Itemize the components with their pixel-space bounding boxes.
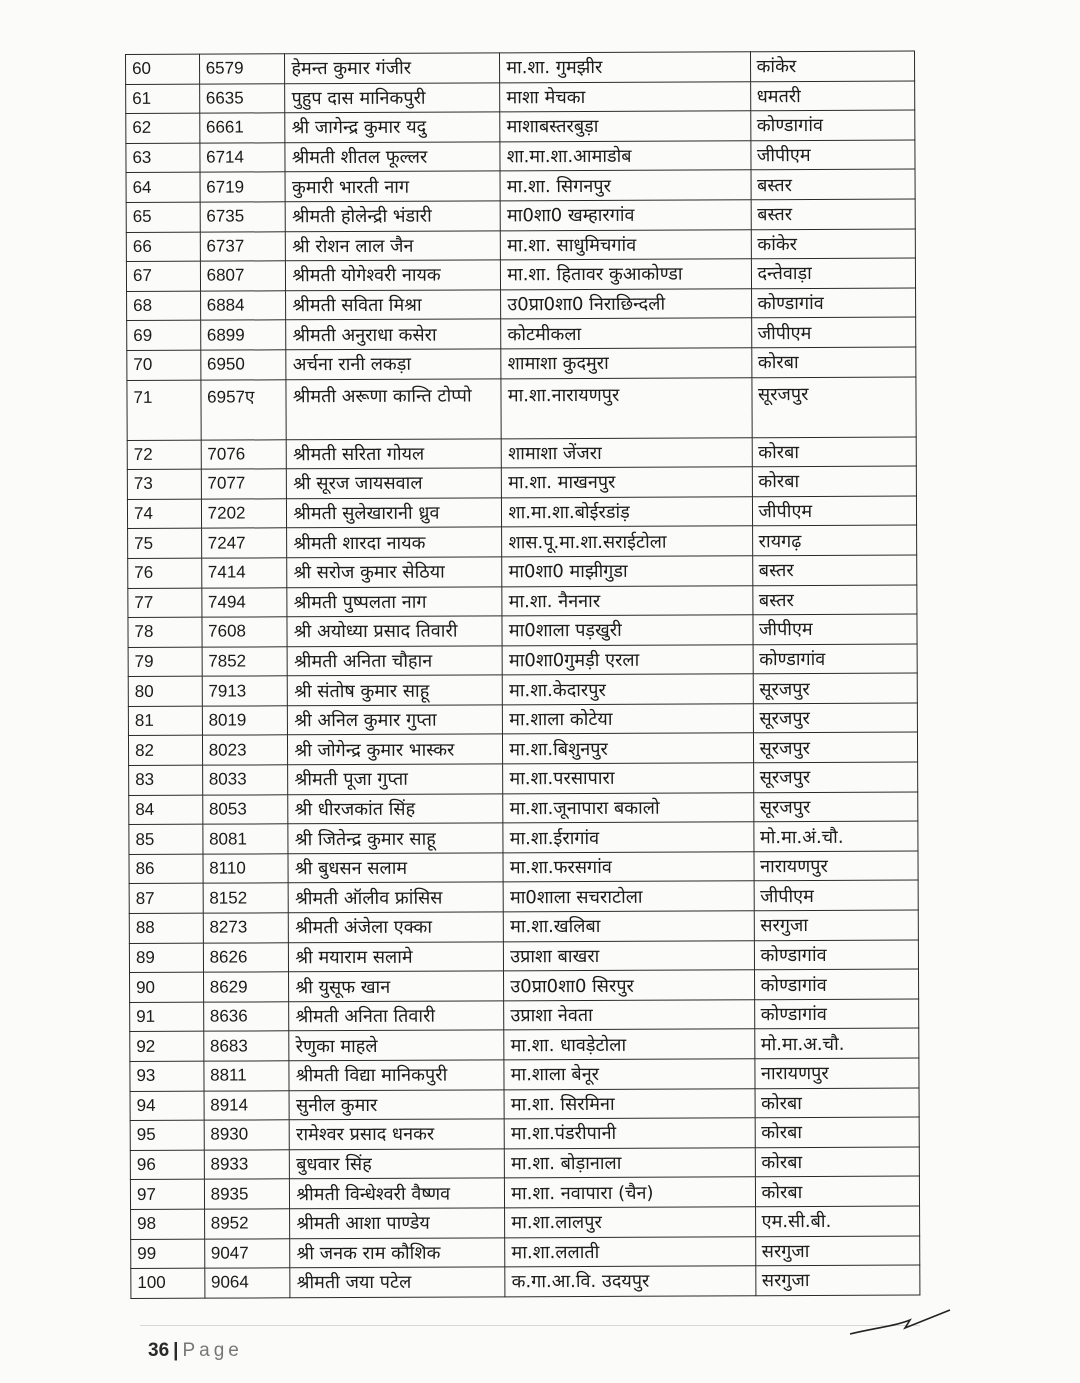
code-cell: 8952 [204, 1209, 290, 1239]
school-cell: मा.शा. गुमझीर [500, 52, 750, 83]
name-cell: श्रीमती सुलेखारानी ध्रुव [287, 498, 502, 529]
name-cell: श्रीमती योगेश्वरी नायक [286, 260, 501, 291]
table-row [130, 969, 919, 1002]
school-cell: शामाशा जेंजरा [501, 437, 751, 468]
code-cell: 8053 [202, 794, 288, 824]
school-cell: उप्राशा नेवता [504, 1000, 754, 1031]
district-cell: सूरजपुर [751, 377, 916, 438]
name-cell: श्री युसूफ खान [289, 971, 504, 1002]
name-cell: श्रीमती विद्या मानिकपुरी [289, 1060, 504, 1091]
serial-number-cell: 97 [130, 1180, 204, 1210]
school-cell: मा.शा. सिगनपुर [500, 170, 750, 201]
name-cell: श्री संतोष कुमार साहू [288, 675, 503, 706]
serial-number-cell: 62 [126, 113, 200, 143]
district-cell: कोण्डागांव [754, 969, 919, 999]
table-row [126, 199, 915, 232]
school-cell: मा.शाला कोटेया [503, 704, 753, 735]
district-cell: कोण्डागांव [750, 110, 915, 140]
name-cell: श्री अनिल कुमार गुप्ता [288, 705, 503, 736]
name-cell: श्रीमती अरूणा कान्ति टोप्पो [286, 378, 501, 439]
district-cell: धमतरी [750, 81, 915, 111]
name-cell: श्री अयोध्या प्रसाद तिवारी [287, 616, 502, 647]
name-cell: रामेश्वर प्रसाद धनकर [290, 1119, 505, 1150]
serial-number-cell: 66 [126, 232, 200, 262]
code-cell: 6899 [200, 320, 286, 350]
table-row [126, 110, 915, 143]
district-cell: सरगुजा [755, 1265, 920, 1295]
district-cell: बस्तर [752, 585, 917, 615]
school-cell: क.गा.आ.वि. उदयपुर [505, 1266, 755, 1297]
footer-separator: | [173, 1340, 179, 1361]
district-cell: दन्तेवाड़ा [751, 258, 916, 288]
school-cell: मा0शा0 माझीगुडा [502, 556, 752, 587]
code-cell: 6579 [199, 54, 285, 84]
serial-number-cell: 86 [129, 854, 203, 884]
district-cell: मो.मा.अ.चौ. [754, 1028, 919, 1058]
school-cell: उ0प्रा0शा0 सिरपुर [504, 970, 754, 1001]
table-body [126, 51, 920, 1298]
table-row [128, 644, 917, 677]
name-cell: श्रीमती अनिता तिवारी [289, 1001, 504, 1032]
name-cell: श्री धीरजकांत सिंह [288, 794, 503, 825]
serial-number-cell: 76 [128, 558, 202, 588]
name-cell: श्रीमती अनिता चौहान [287, 646, 502, 677]
code-cell: 7202 [201, 499, 287, 529]
name-cell: हेमन्त कुमार गंजीर [285, 53, 500, 84]
table-row [130, 1058, 919, 1091]
district-cell: बस्तर [752, 555, 917, 585]
district-cell: रायगढ़ [752, 525, 917, 555]
code-cell: 7852 [202, 646, 288, 676]
serial-number-cell: 95 [130, 1120, 204, 1150]
table-row [129, 792, 918, 825]
serial-number-cell: 100 [131, 1268, 205, 1298]
serial-number-cell: 73 [127, 469, 201, 499]
name-cell: श्रीमती विन्धेश्वरी वैष्णव [290, 1178, 505, 1209]
name-cell: श्रीमती पूजा गुप्ता [288, 764, 503, 795]
district-cell: कोरबा [755, 1176, 920, 1206]
name-cell: श्री बुधसन सलाम [288, 853, 503, 884]
table-row [127, 377, 916, 440]
district-cell: कोरबा [755, 1117, 920, 1147]
school-cell: मा.शा.बिशुनपुर [503, 733, 753, 764]
serial-number-cell: 63 [126, 143, 200, 173]
serial-number-cell: 80 [128, 676, 202, 706]
district-cell: कोण्डागांव [754, 940, 919, 970]
name-cell: श्रीमती जया पटेल [290, 1267, 505, 1298]
district-cell: कोरबा [755, 1147, 920, 1177]
code-cell: 7077 [201, 469, 287, 499]
table-row [128, 585, 917, 618]
table-row [126, 51, 915, 84]
table-row [130, 1176, 919, 1209]
school-cell: मा0शाला पड़खुरी [502, 615, 752, 646]
name-cell: श्रीमती शीतल फूल्लर [285, 142, 500, 173]
serial-number-cell: 89 [129, 943, 203, 973]
code-cell: 8081 [203, 824, 289, 854]
district-cell: एम.सी.बी. [755, 1206, 920, 1236]
name-cell: श्रीमती आशा पाण्डेय [290, 1208, 505, 1239]
name-cell: कुमारी भारती नाग [285, 171, 500, 202]
school-cell: मा.शाला बेनूर [504, 1059, 754, 1090]
code-cell: 8273 [203, 913, 289, 943]
name-cell: श्री जोगेन्द्र कुमार भास्कर [288, 734, 503, 765]
table-row [126, 258, 915, 291]
serial-number-cell: 61 [126, 84, 200, 114]
page-label: Page [182, 1340, 243, 1361]
code-cell: 8023 [202, 735, 288, 765]
serial-number-cell: 70 [127, 350, 201, 380]
name-cell: श्री जनक राम कौशिक [290, 1237, 505, 1268]
district-cell: कोरबा [752, 466, 917, 496]
table-row [128, 614, 917, 647]
table-row [130, 1117, 919, 1150]
code-cell: 6737 [200, 231, 286, 261]
serial-number-cell: 85 [129, 824, 203, 854]
name-cell: श्रीमती होलेन्द्री भंडारी [286, 201, 501, 232]
district-cell: मो.मा.अं.चौ. [753, 821, 918, 851]
code-cell: 8683 [203, 1031, 289, 1061]
school-cell: मा.शा.केदारपुर [503, 674, 753, 705]
school-cell: मा.शा.खलिबा [504, 911, 754, 942]
serial-number-cell: 99 [131, 1239, 205, 1269]
table-row [131, 1236, 920, 1269]
school-cell: मा.शा.ईरागांव [503, 822, 753, 853]
school-cell: शा.मा.शा.आमाडोब [500, 141, 750, 172]
table-row [127, 437, 916, 470]
district-cell: कोण्डागांव [754, 999, 919, 1029]
district-cell: जीपीएम [751, 317, 916, 347]
district-cell: सूरजपुर [753, 792, 918, 822]
serial-number-cell: 96 [130, 1150, 204, 1180]
code-cell: 7076 [201, 439, 287, 469]
code-cell: 7247 [201, 528, 287, 558]
code-cell: 8033 [202, 765, 288, 795]
school-cell: मा.शा. हितावर कुआकोण्डा [501, 259, 751, 290]
district-cell: नारायणपुर [754, 851, 919, 881]
table-row [131, 1265, 920, 1298]
name-cell: सुनील कुमार [289, 1089, 504, 1120]
code-cell: 8930 [204, 1120, 290, 1150]
code-cell: 8019 [202, 706, 288, 736]
district-cell: बस्तर [751, 199, 916, 229]
code-cell: 7494 [201, 587, 287, 617]
code-cell: 6957ए [201, 379, 287, 439]
name-cell: रेणुका माहले [289, 1030, 504, 1061]
name-cell: श्रीमती अनुराधा कसेरा [286, 319, 501, 350]
name-cell: पुहुप दास मानिकपुरी [285, 82, 500, 113]
serial-number-cell: 69 [127, 321, 201, 351]
serial-number-cell: 94 [130, 1091, 204, 1121]
school-cell: मा.शा. साधुमिचगांव [501, 229, 751, 260]
code-cell: 6714 [200, 143, 286, 173]
serial-number-cell: 93 [130, 1061, 204, 1091]
serial-number-cell: 60 [126, 54, 200, 84]
district-cell: सूरजपुर [753, 673, 918, 703]
code-cell: 6735 [200, 202, 286, 232]
district-cell: कोरबा [755, 1088, 920, 1118]
table-row [126, 140, 915, 173]
table-row [130, 1028, 919, 1061]
serial-number-cell: 90 [130, 972, 204, 1002]
table-row [126, 229, 915, 262]
school-cell: मा.शा.लालपुर [505, 1207, 755, 1238]
serial-number-cell: 77 [128, 588, 202, 618]
school-cell: शा.मा.शा.बोईरडांड़ [502, 496, 752, 527]
serial-number-cell: 72 [127, 440, 201, 470]
serial-number-cell: 81 [128, 706, 202, 736]
school-cell: मा.शा. धावड़ेटोला [504, 1029, 754, 1060]
table-row [128, 703, 917, 736]
code-cell: 9047 [204, 1238, 290, 1268]
district-cell: कांकेर [750, 51, 915, 81]
district-cell: कांकेर [751, 229, 916, 259]
school-cell: शामाशा कुदमुरा [501, 348, 751, 379]
signature-mark-icon [845, 1300, 955, 1340]
table-row [126, 81, 915, 114]
code-cell: 7414 [201, 558, 287, 588]
name-cell: श्री सूरज जायसवाल [287, 468, 502, 499]
school-cell: मा0शा0 खम्हारगांव [500, 200, 750, 231]
code-cell: 6884 [200, 291, 286, 321]
table-row [127, 496, 916, 529]
serial-number-cell: 64 [126, 173, 200, 203]
footer-rule [140, 1325, 920, 1326]
code-cell: 6661 [199, 113, 285, 143]
district-cell: सरगुजा [755, 1236, 920, 1266]
district-cell: कोण्डागांव [753, 644, 918, 674]
school-cell: उ0प्रा0शा0 निराछिन्दली [501, 289, 751, 320]
school-cell: उप्राशा बाखरा [504, 940, 754, 971]
serial-number-cell: 88 [129, 913, 203, 943]
school-cell: माशाबस्तरबुड़ा [500, 111, 750, 142]
code-cell: 7608 [202, 617, 288, 647]
district-cell: जीपीएम [750, 140, 915, 170]
code-cell: 8935 [204, 1179, 290, 1209]
table-row [128, 555, 917, 588]
code-cell: 7913 [202, 676, 288, 706]
school-cell: कोटमीकला [501, 318, 751, 349]
district-cell: बस्तर [751, 169, 916, 199]
page-footer [148, 1340, 243, 1362]
serial-number-cell: 91 [130, 1002, 204, 1032]
serial-number-cell: 67 [126, 261, 200, 291]
school-cell: मा.शा. बोड़ानाला [505, 1148, 755, 1179]
district-cell: सूरजपुर [753, 733, 918, 763]
serial-number-cell: 98 [131, 1209, 205, 1239]
code-cell: 8629 [203, 972, 289, 1002]
district-cell: जीपीएम [754, 880, 919, 910]
serial-number-cell: 68 [127, 291, 201, 321]
district-cell: कोण्डागांव [751, 288, 916, 318]
code-cell: 8811 [204, 1061, 290, 1091]
table-row [127, 288, 916, 321]
serial-number-cell: 84 [129, 795, 203, 825]
table-row [129, 910, 918, 943]
table-row [129, 851, 918, 884]
table-row [130, 1147, 919, 1180]
code-cell: 6635 [199, 83, 285, 113]
table-row [128, 733, 917, 766]
code-cell: 8152 [203, 883, 289, 913]
serial-number-cell: 83 [129, 765, 203, 795]
school-cell: मा.शा.पंडरीपानी [504, 1118, 754, 1149]
name-cell: श्री रोशन लाल जैन [286, 230, 501, 261]
teacher-list-table [125, 51, 920, 1299]
code-cell: 9064 [204, 1268, 290, 1298]
district-cell: कोरबा [751, 347, 916, 377]
name-cell: श्रीमती ऑलीव फ्रांसिस [289, 882, 504, 913]
district-cell: सरगुजा [754, 910, 919, 940]
table-row [131, 1206, 920, 1239]
name-cell: श्री सरोज कुमार सेठिया [287, 557, 502, 588]
table-row [129, 940, 918, 973]
name-cell: बुधवार सिंह [290, 1149, 505, 1180]
serial-number-cell: 75 [128, 528, 202, 558]
serial-number-cell: 74 [127, 499, 201, 529]
school-cell: मा.शा.ललाती [505, 1236, 755, 1267]
code-cell: 8110 [203, 854, 289, 884]
table-row [128, 673, 917, 706]
table-row [130, 1088, 919, 1121]
serial-number-cell: 71 [127, 380, 201, 440]
table-row [127, 466, 916, 499]
table-row [130, 999, 919, 1032]
district-cell: नारायणपुर [754, 1058, 919, 1088]
name-cell: श्री जागेन्द्र कुमार यदु [285, 112, 500, 143]
name-cell: श्रीमती शारदा नायक [287, 527, 502, 558]
serial-number-cell: 82 [128, 736, 202, 766]
name-cell: श्री जितेन्द्र कुमार साहू [288, 823, 503, 854]
name-cell: अर्चना रानी लकड़ा [286, 349, 501, 380]
district-cell: सूरजपुर [753, 703, 918, 733]
name-cell: श्रीमती पुष्पलता नाग [287, 586, 502, 617]
school-cell: मा.शा. नवापारा (चैन) [505, 1177, 755, 1208]
school-cell: माशा मेचका [500, 81, 750, 112]
table-row [128, 525, 917, 558]
table-row [129, 880, 918, 913]
code-cell: 6950 [200, 350, 286, 380]
school-cell: मा.शा. सिरमिना [504, 1088, 754, 1119]
code-cell: 8933 [204, 1150, 290, 1180]
page-number: 36 [148, 1340, 170, 1361]
school-cell: मा.शा. माखनपुर [502, 467, 752, 498]
school-cell: मा0शा0गुमड़ी एरला [502, 644, 752, 675]
code-cell: 8914 [204, 1090, 290, 1120]
district-cell: जीपीएम [752, 614, 917, 644]
name-cell: श्री मयाराम सलामे [289, 941, 504, 972]
school-cell: मा0शाला सचराटोला [503, 881, 753, 912]
name-cell: श्रीमती सरिता गोयल [287, 438, 502, 469]
school-cell: मा.शा.जूनापारा बकालो [503, 792, 753, 823]
district-cell: जीपीएम [752, 496, 917, 526]
school-cell: मा.शा.फरसगांव [503, 852, 753, 883]
code-cell: 6719 [200, 172, 286, 202]
table-row [127, 347, 916, 380]
serial-number-cell: 65 [126, 202, 200, 232]
table-row [126, 169, 915, 202]
code-cell: 8626 [203, 942, 289, 972]
table-row [129, 762, 918, 795]
name-cell: श्रीमती सविता मिश्रा [286, 290, 501, 321]
district-cell: सूरजपुर [753, 762, 918, 792]
serial-number-cell: 78 [128, 617, 202, 647]
school-cell: मा.शा.नारायणपुर [501, 377, 751, 438]
serial-number-cell: 92 [130, 1032, 204, 1062]
school-cell: मा.शा. नैननार [502, 585, 752, 616]
serial-number-cell: 87 [129, 884, 203, 914]
school-cell: मा.शा.परसापारा [503, 763, 753, 794]
name-cell: श्रीमती अंजेला एक्का [289, 912, 504, 943]
serial-number-cell: 79 [128, 647, 202, 677]
school-cell: शास.पू.मा.शा.सराईटोला [502, 526, 752, 557]
code-cell: 8636 [203, 1002, 289, 1032]
code-cell: 6807 [200, 261, 286, 291]
district-cell: कोरबा [752, 437, 917, 467]
table-row [127, 317, 916, 350]
table-row [129, 821, 918, 854]
